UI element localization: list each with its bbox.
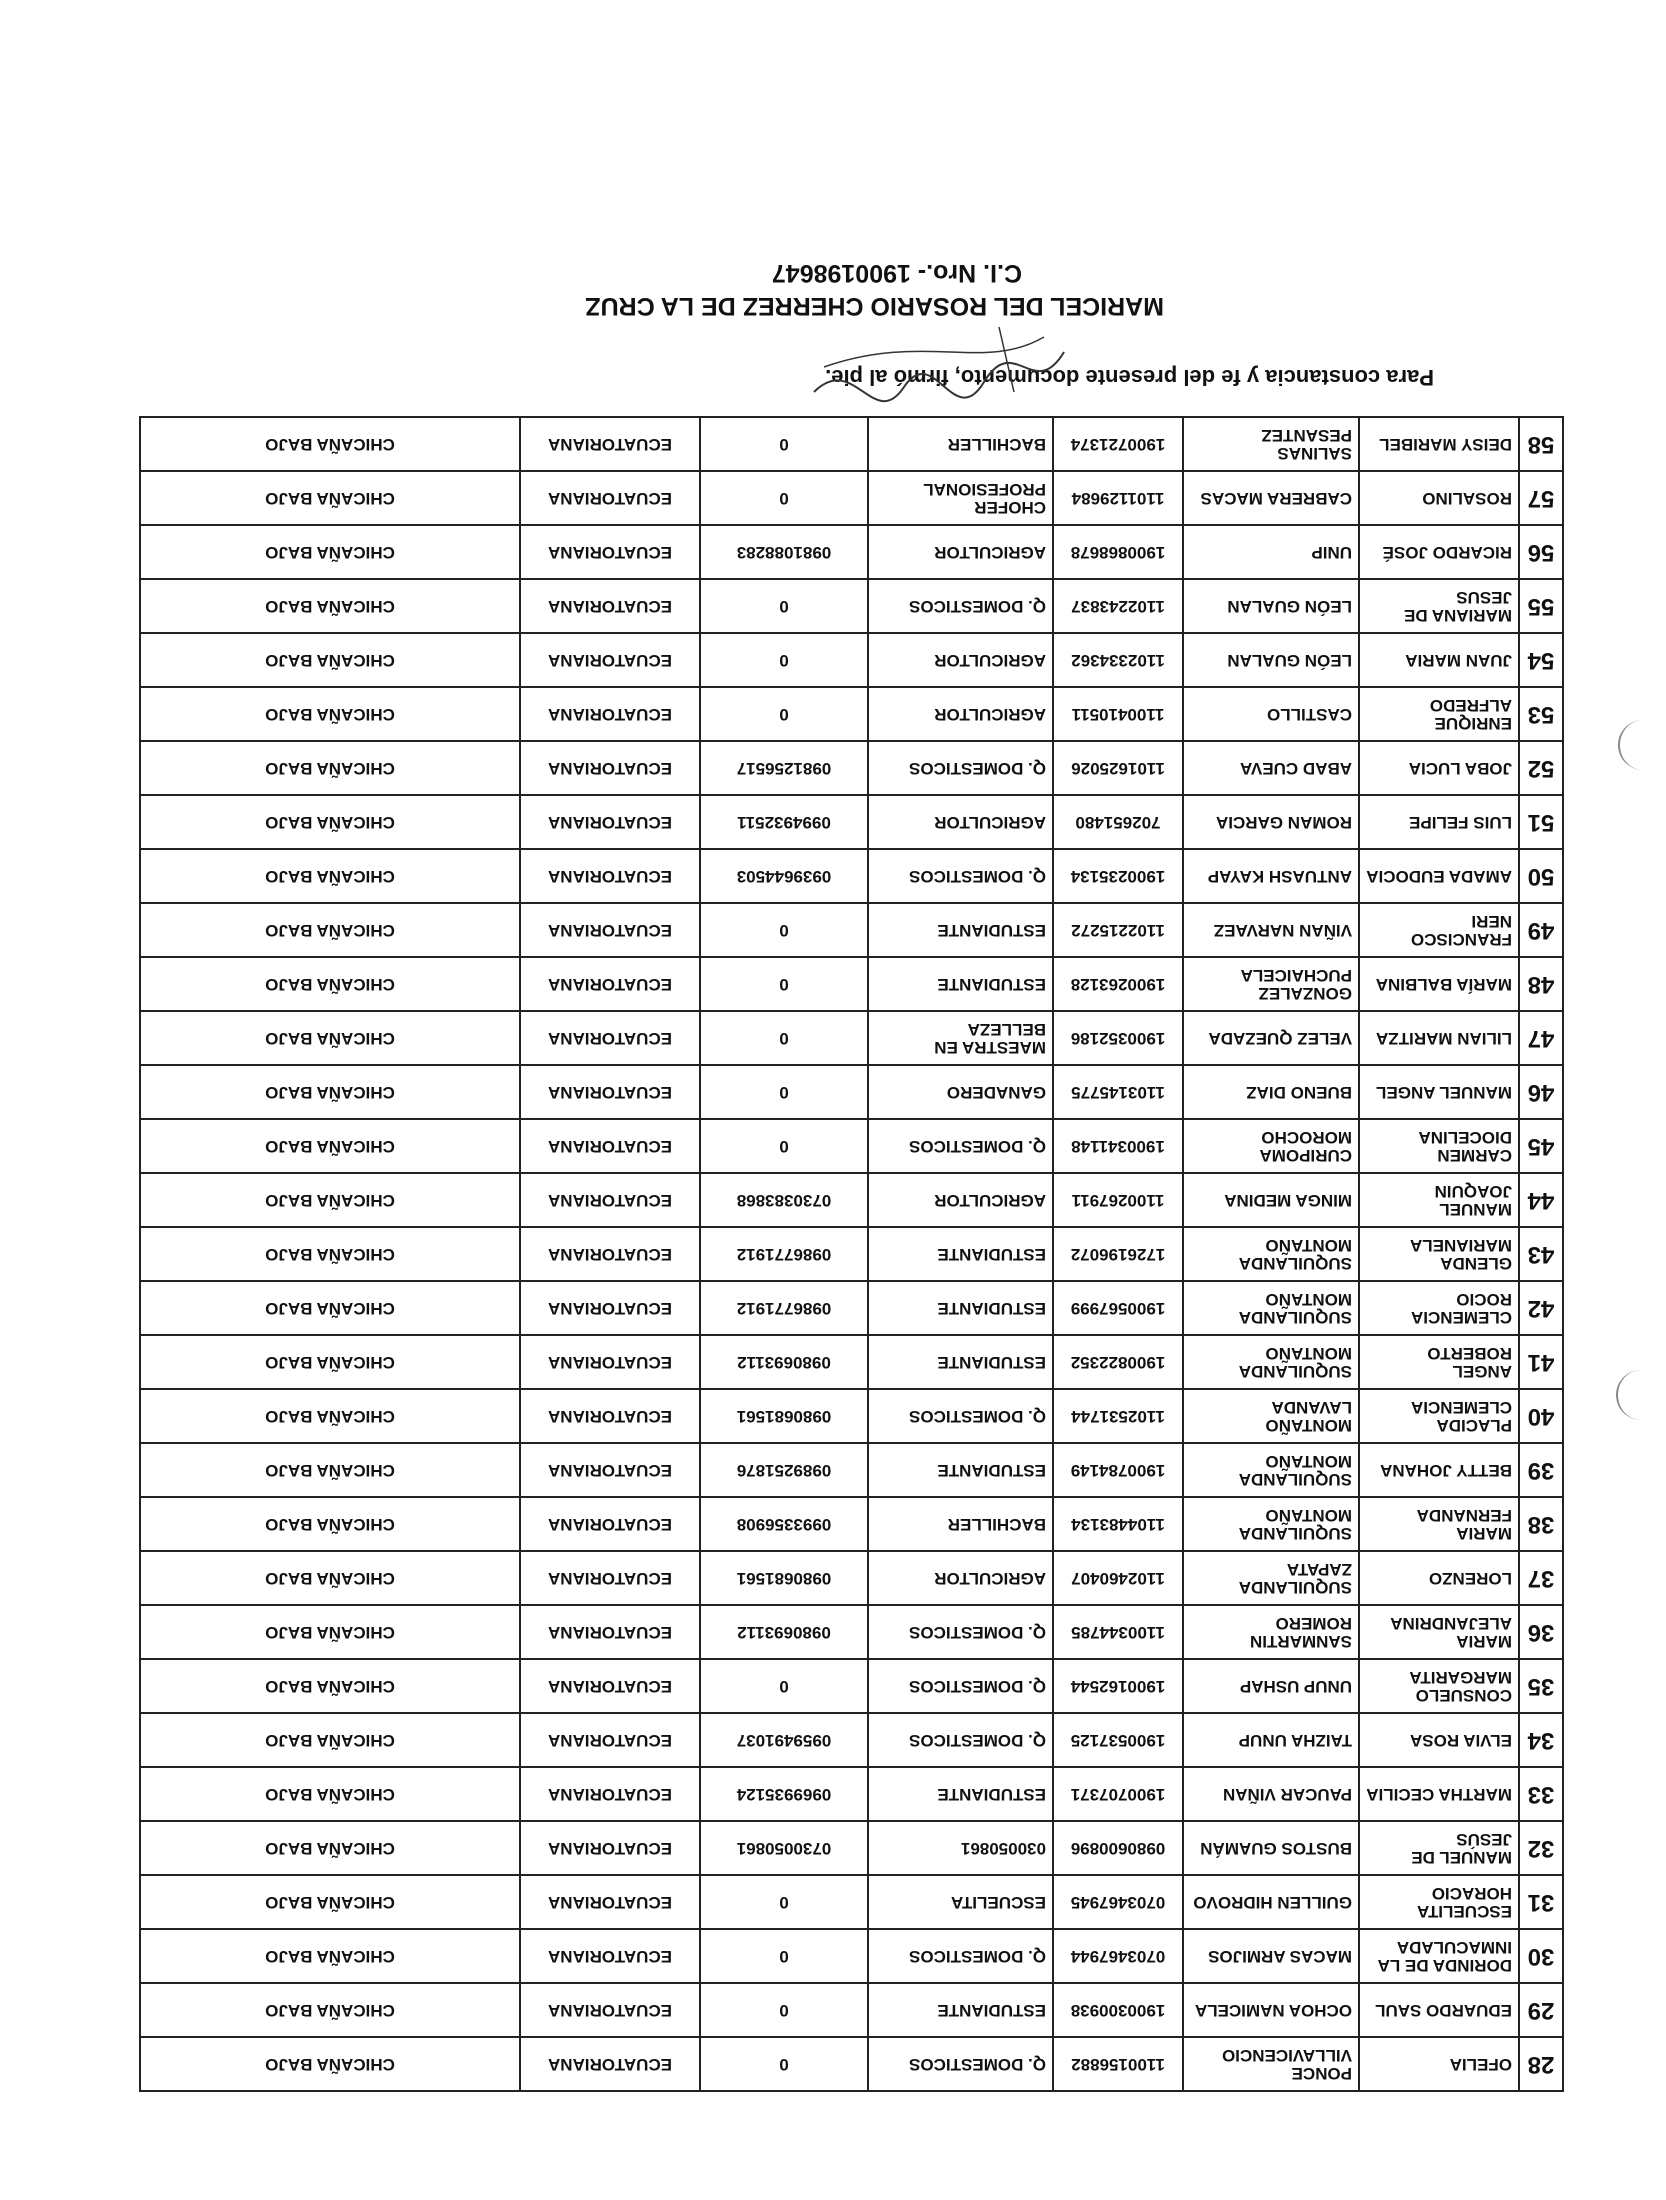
row-number: 38 (1519, 1497, 1563, 1551)
surnames-cell: LEÓN GUALAN (1183, 579, 1359, 633)
given-names-cell: MARTHA CECILIA (1359, 1767, 1519, 1821)
id-number-cell: 1102531744 (1053, 1389, 1183, 1443)
community-cell: CHICAÑA BAJO (140, 1605, 520, 1659)
table-row (140, 1497, 1563, 1551)
phone-cell: 0939644503 (700, 849, 868, 903)
table-row (140, 471, 1563, 525)
given-names-cell: PLACIDA CLEMENCIA (1359, 1389, 1519, 1443)
row-number: 34 (1519, 1713, 1563, 1767)
id-number-cell: 1900537125 (1053, 1713, 1183, 1767)
id-number-cell: 1900352186 (1053, 1011, 1183, 1065)
nationality-cell: ECUATORIANA (520, 525, 700, 579)
surnames-cell: CASTILLO (1183, 687, 1359, 741)
community-cell: CHICAÑA BAJO (140, 687, 520, 741)
given-names-cell: ANGEL ROBERTO (1359, 1335, 1519, 1389)
id-number-cell: 1100267911 (1053, 1173, 1183, 1227)
nationality-cell: ECUATORIANA (520, 1119, 700, 1173)
table-row (140, 1983, 1563, 2037)
table-row (140, 1659, 1563, 1713)
scan-margin-mark (1616, 1370, 1646, 1420)
row-number: 55 (1519, 579, 1563, 633)
phone-cell: 0 (700, 957, 868, 1011)
phone-cell: 0730383868 (700, 1173, 868, 1227)
id-number-cell: 1102243837 (1053, 579, 1183, 633)
nationality-cell: ECUATORIANA (520, 1497, 700, 1551)
nationality-cell: ECUATORIANA (520, 1821, 700, 1875)
row-number: 32 (1519, 1821, 1563, 1875)
nationality-cell: ECUATORIANA (520, 741, 700, 795)
community-cell: CHICAÑA BAJO (140, 1335, 520, 1389)
occupation-cell: Q. DOMESTICOS (868, 1929, 1053, 1983)
surnames-cell: LEÓN GUALAN (1183, 633, 1359, 687)
community-cell: CHICAÑA BAJO (140, 795, 520, 849)
occupation-cell: ESTUDIANTE (868, 903, 1053, 957)
row-number: 45 (1519, 1119, 1563, 1173)
community-cell: CHICAÑA BAJO (140, 1821, 520, 1875)
id-number-cell: 1102334362 (1053, 633, 1183, 687)
table-row (140, 687, 1563, 741)
surnames-cell: BUSTOS GUAMÁN (1183, 1821, 1359, 1875)
id-number-cell: 1100344785 (1053, 1605, 1183, 1659)
row-number: 39 (1519, 1443, 1563, 1497)
community-cell: CHICAÑA BAJO (140, 1011, 520, 1065)
phone-cell: 0993356908 (700, 1497, 868, 1551)
phone-cell: 0969935124 (700, 1767, 868, 1821)
nationality-cell: ECUATORIANA (520, 795, 700, 849)
given-names-cell: MANUEL ANGEL (1359, 1065, 1519, 1119)
community-cell: CHICAÑA BAJO (140, 957, 520, 1011)
phone-cell: 0 (700, 1065, 868, 1119)
row-number: 43 (1519, 1227, 1563, 1281)
id-number-cell: 0703467944 (1053, 1929, 1183, 1983)
phone-cell: 0981256517 (700, 741, 868, 795)
row-number: 56 (1519, 525, 1563, 579)
row-number: 49 (1519, 903, 1563, 957)
nationality-cell: ECUATORIANA (520, 1659, 700, 1713)
table-row (140, 1605, 1563, 1659)
community-cell: CHICAÑA BAJO (140, 1227, 520, 1281)
occupation-cell: Q. DOMESTICOS (868, 1605, 1053, 1659)
table-row (140, 1065, 1563, 1119)
surnames-cell: VIÑAN NARVAEZ (1183, 903, 1359, 957)
table-row (140, 1389, 1563, 1443)
community-cell: CHICAÑA BAJO (140, 1443, 520, 1497)
community-cell: CHICAÑA BAJO (140, 1713, 520, 1767)
community-cell: CHICAÑA BAJO (140, 1281, 520, 1335)
row-number: 50 (1519, 849, 1563, 903)
nationality-cell: ECUATORIANA (520, 1173, 700, 1227)
phone-cell: 0 (700, 1875, 868, 1929)
given-names-cell: OFELIA (1359, 2037, 1519, 2091)
given-names-cell: ESCUELITA HORACIO (1359, 1875, 1519, 1929)
phone-cell: 0 (700, 579, 868, 633)
surnames-cell: ROMAN GARCIA (1183, 795, 1359, 849)
surnames-cell: MACAS ARMIJOS (1183, 1929, 1359, 1983)
phone-cell: 0980693112 (700, 1335, 868, 1389)
nationality-cell: ECUATORIANA (520, 417, 700, 471)
row-number: 33 (1519, 1767, 1563, 1821)
id-number-cell: 1104483134 (1053, 1497, 1183, 1551)
surnames-cell: SUQUILANDA MONTAÑO (1183, 1335, 1359, 1389)
occupation-cell: Q. DOMESTICOS (868, 579, 1053, 633)
given-names-cell: CARMEN DIOCELINA (1359, 1119, 1519, 1173)
surnames-cell: GONZALEZ PUCHAICELA (1183, 957, 1359, 1011)
table-row (140, 795, 1563, 849)
row-number: 46 (1519, 1065, 1563, 1119)
row-number: 35 (1519, 1659, 1563, 1713)
community-cell: CHICAÑA BAJO (140, 1389, 520, 1443)
nationality-cell: ECUATORIANA (520, 849, 700, 903)
phone-cell: 0981088283 (700, 525, 868, 579)
nationality-cell: ECUATORIANA (520, 1443, 700, 1497)
id-number-cell: 1900235134 (1053, 849, 1183, 903)
occupation-cell: CHOFER PROFESIONAL (868, 471, 1053, 525)
row-number: 30 (1519, 1929, 1563, 1983)
given-names-cell: LILIAN MARITZA (1359, 1011, 1519, 1065)
occupation-cell: Q. DOMESTICOS (868, 1119, 1053, 1173)
phone-cell: 0 (700, 633, 868, 687)
occupation-cell: Q. DOMESTICOS (868, 849, 1053, 903)
phone-cell: 0959491037 (700, 1713, 868, 1767)
community-cell: CHICAÑA BAJO (140, 1875, 520, 1929)
occupation-cell: AGRICULTOR (868, 525, 1053, 579)
community-cell: CHICAÑA BAJO (140, 1767, 520, 1821)
occupation-cell: ESTUDIANTE (868, 1281, 1053, 1335)
given-names-cell: EDUARDO SAUL (1359, 1983, 1519, 2037)
table-row (140, 1227, 1563, 1281)
table-row (140, 1011, 1563, 1065)
surnames-cell: SUQUILANDA MONTAÑO (1183, 1281, 1359, 1335)
phone-cell: 0986771912 (700, 1281, 868, 1335)
table-row (140, 957, 1563, 1011)
community-cell: CHICAÑA BAJO (140, 1119, 520, 1173)
phone-cell: 0 (700, 2037, 868, 2091)
community-cell: CHICAÑA BAJO (140, 2037, 520, 2091)
row-number: 36 (1519, 1605, 1563, 1659)
handwritten-signature (794, 322, 1074, 412)
nationality-cell: ECUATORIANA (520, 1875, 700, 1929)
nationality-cell: ECUATORIANA (520, 1389, 700, 1443)
occupation-cell: AGRICULTOR (868, 795, 1053, 849)
nationality-cell: ECUATORIANA (520, 633, 700, 687)
given-names-cell: MANUEL DE JESÚS (1359, 1821, 1519, 1875)
community-cell: CHICAÑA BAJO (140, 1983, 520, 2037)
community-cell: CHICAÑA BAJO (140, 1173, 520, 1227)
community-cell: CHICAÑA BAJO (140, 417, 520, 471)
nationality-cell: ECUATORIANA (520, 1605, 700, 1659)
nationality-cell: ECUATORIANA (520, 1767, 700, 1821)
table-row (140, 1443, 1563, 1497)
nationality-cell: ECUATORIANA (520, 1281, 700, 1335)
occupation-cell: Q. DOMESTICOS (868, 2037, 1053, 2091)
surnames-cell: CABRERA MACAS (1183, 471, 1359, 525)
nationality-cell: ECUATORIANA (520, 1227, 700, 1281)
surnames-cell: UNIP (1183, 525, 1359, 579)
given-names-cell: MARIA FERNANDA (1359, 1497, 1519, 1551)
row-number: 29 (1519, 1983, 1563, 2037)
surnames-cell: SUQUILANDA MONTAÑO (1183, 1497, 1359, 1551)
row-number: 53 (1519, 687, 1563, 741)
given-names-cell: ENRIQUE ALFREDO (1359, 687, 1519, 741)
given-names-cell: CONSUELO MARGARITA (1359, 1659, 1519, 1713)
row-number: 44 (1519, 1173, 1563, 1227)
surnames-cell: MINGA MEDINA (1183, 1173, 1359, 1227)
phone-cell: 0980681561 (700, 1551, 868, 1605)
community-cell: CHICAÑA BAJO (140, 741, 520, 795)
surnames-cell: SANMARTIN ROMERO (1183, 1605, 1359, 1659)
phone-cell: 0994932511 (700, 795, 868, 849)
registry-table (139, 416, 1564, 2092)
phone-cell: 0 (700, 1011, 868, 1065)
table-row (140, 903, 1563, 957)
id-number-cell: 1900300938 (1053, 1983, 1183, 2037)
given-names-cell: FRANCISCO NERI (1359, 903, 1519, 957)
phone-cell: 0 (700, 417, 868, 471)
surnames-cell: ANTUASH KAYAP (1183, 849, 1359, 903)
community-cell: CHICAÑA BAJO (140, 1929, 520, 1983)
community-cell: CHICAÑA BAJO (140, 1065, 520, 1119)
phone-cell: 0 (700, 687, 868, 741)
community-cell: CHICAÑA BAJO (140, 633, 520, 687)
community-cell: CHICAÑA BAJO (140, 1497, 520, 1551)
surnames-cell: GUILLEN HIDROVO (1183, 1875, 1359, 1929)
scan-margin-mark (1618, 720, 1648, 770)
row-number: 40 (1519, 1389, 1563, 1443)
id-number-cell: 1102460407 (1053, 1551, 1183, 1605)
nationality-cell: ECUATORIANA (520, 471, 700, 525)
surnames-cell: TAIZHA UNUP (1183, 1713, 1359, 1767)
occupation-cell: AGRICULTOR (868, 1173, 1053, 1227)
id-number-cell: 1900567999 (1053, 1281, 1183, 1335)
id-number-cell: 1101625026 (1053, 741, 1183, 795)
table-row (140, 1929, 1563, 1983)
row-number: 54 (1519, 633, 1563, 687)
id-number-cell: 1102215272 (1053, 903, 1183, 957)
community-cell: CHICAÑA BAJO (140, 903, 520, 957)
occupation-cell: ESTUDIANTE (868, 1443, 1053, 1497)
row-number: 47 (1519, 1011, 1563, 1065)
row-number: 51 (1519, 795, 1563, 849)
phone-cell: 0 (700, 903, 868, 957)
row-number: 58 (1519, 417, 1563, 471)
phone-cell: 0 (700, 471, 868, 525)
given-names-cell: ELVIA ROSA (1359, 1713, 1519, 1767)
id-number-cell: 1900721374 (1053, 417, 1183, 471)
phone-cell: 0 (700, 1119, 868, 1173)
occupation-cell: MAESTRA EN BELLEZA (868, 1011, 1053, 1065)
table-row (140, 633, 1563, 687)
row-number: 41 (1519, 1335, 1563, 1389)
document-footer (134, 258, 1434, 390)
surnames-cell: VELEZ QUEZADA (1183, 1011, 1359, 1065)
table-row (140, 417, 1563, 471)
table-row (140, 1767, 1563, 1821)
row-number: 42 (1519, 1281, 1563, 1335)
occupation-cell: Q. DOMESTICOS (868, 1659, 1053, 1713)
id-number-cell: 1101129684 (1053, 471, 1183, 525)
surnames-cell: SUQUILANDA ZAPATA (1183, 1551, 1359, 1605)
given-names-cell: MARIANA DE JESUS (1359, 579, 1519, 633)
occupation-cell: 030050861 (868, 1821, 1053, 1875)
id-number-cell: 1900341148 (1053, 1119, 1183, 1173)
id-number-cell: 1900162544 (1053, 1659, 1183, 1713)
phone-cell: 0 (700, 1659, 868, 1713)
table-row (140, 1335, 1563, 1389)
given-names-cell: MARIA ALEJANDRINA (1359, 1605, 1519, 1659)
signer-id-number: C.I. Nro.- 1900198647 (771, 259, 1022, 287)
nationality-cell: ECUATORIANA (520, 1065, 700, 1119)
given-names-cell: DORINDA DE LA INMACULADA (1359, 1929, 1519, 1983)
given-names-cell: BETTY JOHANA (1359, 1443, 1519, 1497)
occupation-cell: ESTUDIANTE (868, 1335, 1053, 1389)
table-row (140, 1713, 1563, 1767)
occupation-cell: BACHILLER (868, 1497, 1053, 1551)
registry-rows (140, 417, 1563, 2091)
surnames-cell: BUENO DIAZ (1183, 1065, 1359, 1119)
id-number-cell: 1900822352 (1053, 1335, 1183, 1389)
phone-cell: 0989251876 (700, 1443, 868, 1497)
row-number: 37 (1519, 1551, 1563, 1605)
phone-cell: 0 (700, 1929, 868, 1983)
nationality-cell: ECUATORIANA (520, 957, 700, 1011)
id-number-cell: 1100410511 (1053, 687, 1183, 741)
id-number-cell: 702651480 (1053, 795, 1183, 849)
id-number-cell: 1900784149 (1053, 1443, 1183, 1497)
occupation-cell: AGRICULTOR (868, 687, 1053, 741)
phone-cell: 0980681561 (700, 1389, 868, 1443)
nationality-cell: ECUATORIANA (520, 1551, 700, 1605)
occupation-cell: ESTUDIANTE (868, 1983, 1053, 2037)
nationality-cell: ECUATORIANA (520, 903, 700, 957)
table-row (140, 579, 1563, 633)
occupation-cell: BACHILLER (868, 417, 1053, 471)
id-number-cell: 1103145775 (1053, 1065, 1183, 1119)
community-cell: CHICAÑA BAJO (140, 471, 520, 525)
occupation-cell: Q. DOMESTICOS (868, 741, 1053, 795)
table-row (140, 525, 1563, 579)
surnames-cell: UNUP USHAP (1183, 1659, 1359, 1713)
table-row (140, 1551, 1563, 1605)
surnames-cell: ABAD CUEVA (1183, 741, 1359, 795)
phone-cell: 0 (700, 1983, 868, 2037)
surnames-cell: OCHOA NAMICELA (1183, 1983, 1359, 2037)
given-names-cell: MARÍA BALBINA (1359, 957, 1519, 1011)
given-names-cell: JOBA LUCIA (1359, 741, 1519, 795)
nationality-cell: ECUATORIANA (520, 1713, 700, 1767)
row-number: 57 (1519, 471, 1563, 525)
occupation-cell: ESTUDIANTE (868, 1767, 1053, 1821)
given-names-cell: ROSALINO (1359, 471, 1519, 525)
row-number: 28 (1519, 2037, 1563, 2091)
surnames-cell: MONTAÑO LAVANDA (1183, 1389, 1359, 1443)
occupation-cell: ESTUDIANTE (868, 957, 1053, 1011)
row-number: 31 (1519, 1875, 1563, 1929)
id-number-cell: 1900868678 (1053, 525, 1183, 579)
community-cell: CHICAÑA BAJO (140, 1659, 520, 1713)
nationality-cell: ECUATORIANA (520, 687, 700, 741)
occupation-cell: AGRICULTOR (868, 633, 1053, 687)
table-row (140, 1821, 1563, 1875)
table-row (140, 849, 1563, 903)
given-names-cell: MANUEL JOAQUIN (1359, 1173, 1519, 1227)
community-cell: CHICAÑA BAJO (140, 579, 520, 633)
given-names-cell: RICARDO JOSÉ (1359, 525, 1519, 579)
phone-cell: 0730050861 (700, 1821, 868, 1875)
given-names-cell: DEISY MARIBEL (1359, 417, 1519, 471)
row-number: 48 (1519, 957, 1563, 1011)
community-cell: CHICAÑA BAJO (140, 849, 520, 903)
nationality-cell: ECUATORIANA (520, 2037, 700, 2091)
nationality-cell: ECUATORIANA (520, 1929, 700, 1983)
id-number-cell: 1726196072 (1053, 1227, 1183, 1281)
given-names-cell: CLEMENCIA ROCIO (1359, 1281, 1519, 1335)
community-cell: CHICAÑA BAJO (140, 525, 520, 579)
table-row (140, 1119, 1563, 1173)
table-row (140, 1875, 1563, 1929)
surnames-cell: SUQUILANDA MONTAÑO (1183, 1443, 1359, 1497)
table-row (140, 1173, 1563, 1227)
occupation-cell: AGRICULTOR (868, 1551, 1053, 1605)
id-number-cell: 1100156882 (1053, 2037, 1183, 2091)
nationality-cell: ECUATORIANA (520, 1335, 700, 1389)
row-number: 52 (1519, 741, 1563, 795)
nationality-cell: ECUATORIANA (520, 1983, 700, 2037)
occupation-cell: Q. DOMESTICOS (868, 1713, 1053, 1767)
nationality-cell: ECUATORIANA (520, 579, 700, 633)
table-row (140, 741, 1563, 795)
given-names-cell: JUAN MARIA (1359, 633, 1519, 687)
surnames-cell: SALINAS PESANTEZ (1183, 417, 1359, 471)
given-names-cell: LUIS FELIPE (1359, 795, 1519, 849)
nationality-cell: ECUATORIANA (520, 1011, 700, 1065)
given-names-cell: LORENZO (1359, 1551, 1519, 1605)
id-number-cell: 0703467945 (1053, 1875, 1183, 1929)
occupation-cell: Q. DOMESTICOS (868, 1389, 1053, 1443)
phone-cell: 0980693112 (700, 1605, 868, 1659)
occupation-cell: ESTUDIANTE (868, 1227, 1053, 1281)
occupation-cell: ESCUELITA (868, 1875, 1053, 1929)
surnames-cell: SUQUILANDA MONTAÑO (1183, 1227, 1359, 1281)
surnames-cell: CURIPOMA MOROCHO (1183, 1119, 1359, 1173)
constancia-text: Para constancia y fe del presente documento, firmó al pie. (825, 365, 1434, 390)
table-row (140, 2037, 1563, 2091)
phone-cell: 0986771912 (700, 1227, 868, 1281)
id-number-cell: 0980600896 (1053, 1821, 1183, 1875)
surnames-cell: PAUCAR VIÑAN (1183, 1767, 1359, 1821)
given-names-cell: AMADA EUDOCIA (1359, 849, 1519, 903)
id-number-cell: 1900263128 (1053, 957, 1183, 1011)
community-cell: CHICAÑA BAJO (140, 1551, 520, 1605)
id-number-cell: 1900707371 (1053, 1767, 1183, 1821)
surnames-cell: PONCE VILLAVICENCIO (1183, 2037, 1359, 2091)
occupation-cell: GANADERO (868, 1065, 1053, 1119)
table-row (140, 1281, 1563, 1335)
signer-name: MARICEL DEL ROSARIO CHERREZ DE LA CRUZ (585, 292, 1164, 320)
given-names-cell: GLENDA MARIANELA (1359, 1227, 1519, 1281)
